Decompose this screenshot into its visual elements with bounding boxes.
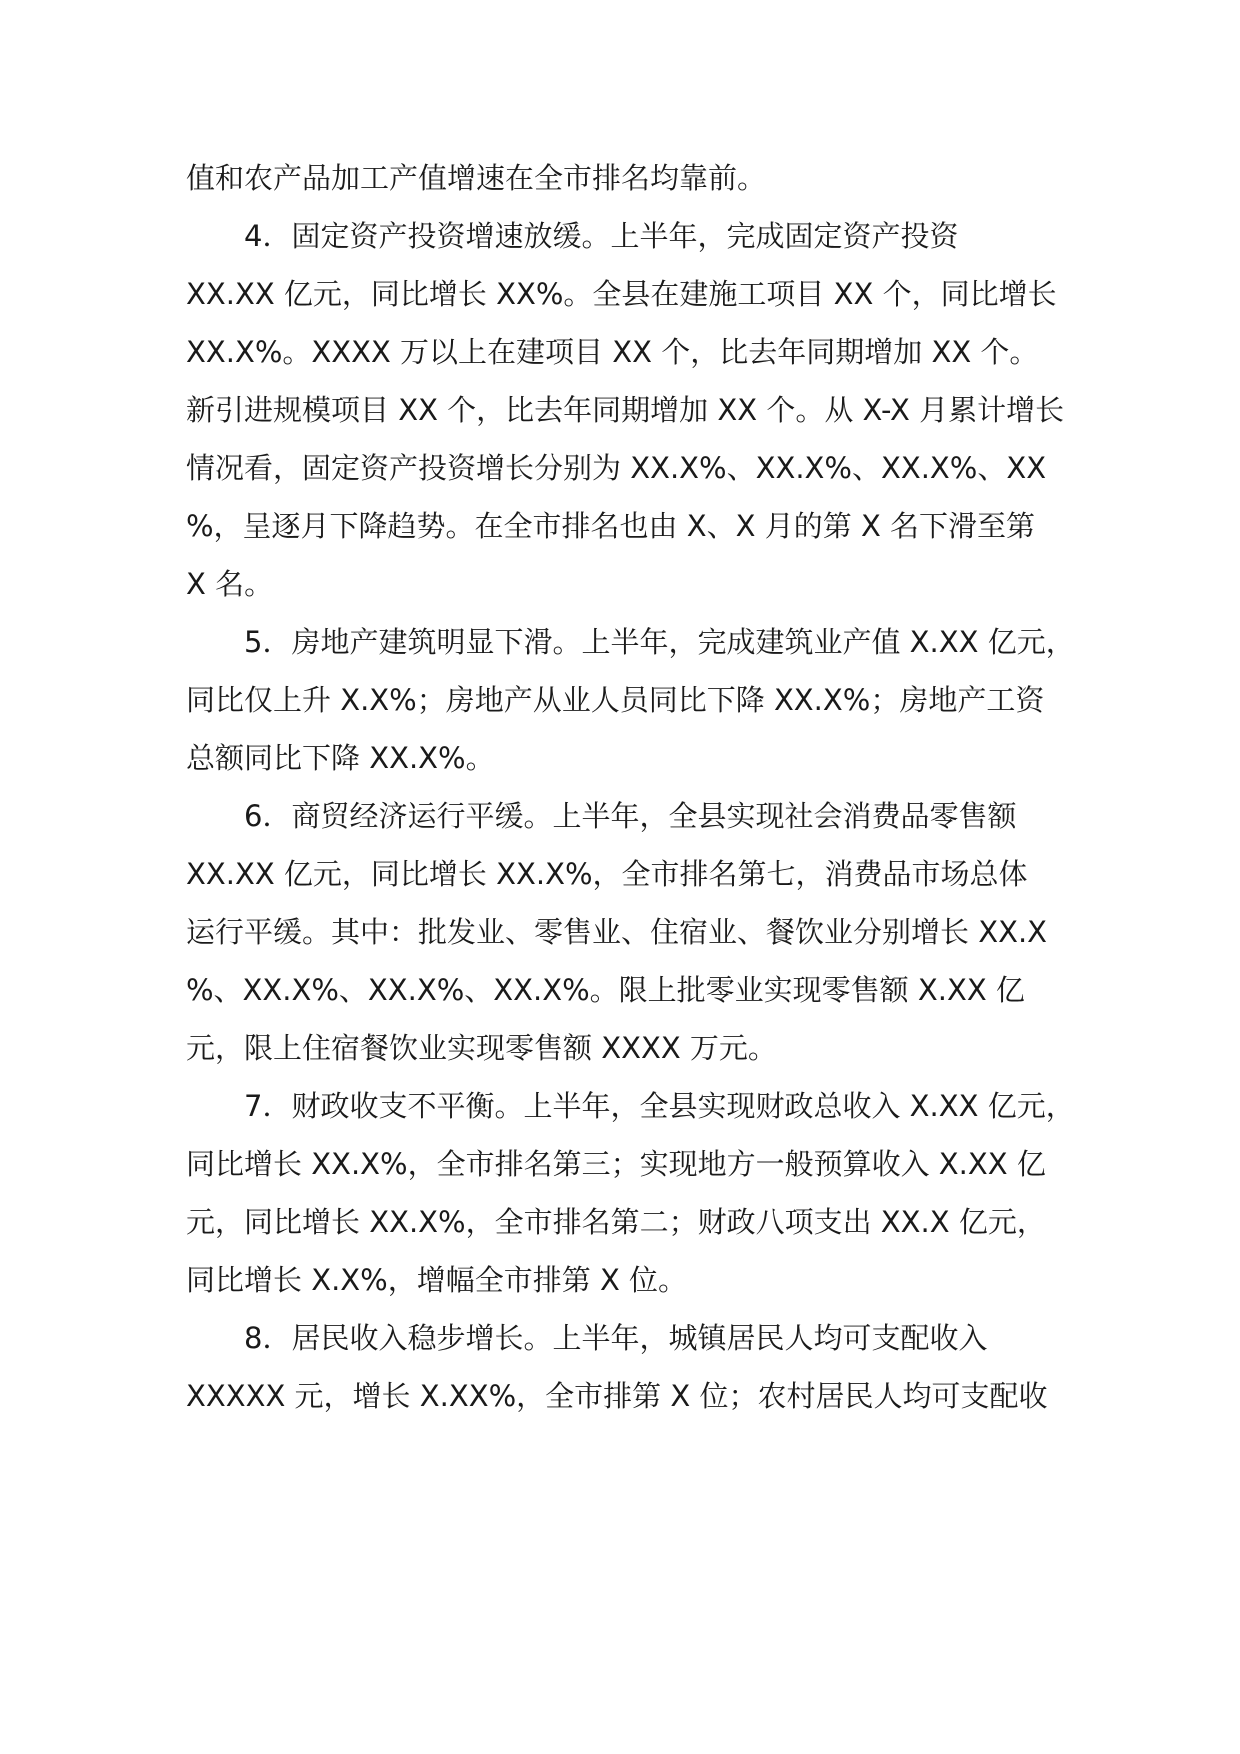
paragraph-8-start: 8．居民收入稳步增长。上半年，城镇居民人均可支配收入 (244, 1321, 988, 1355)
paragraph-7-start: 7．财政收支不平衡。上半年，全县实现财政总收入 X.XX 亿元， (244, 1089, 1075, 1123)
text-line: XX.XX 亿元，同比增长 XX.X%，全市排名第七，消费品市场总体 (186, 857, 1028, 891)
text-line: 运行平缓。其中：批发业、零售业、住宿业、餐饮业分别增长 XX.X (186, 915, 1048, 949)
text-line: %，呈逐月下降趋势。在全市排名也由 X、X 月的第 X 名下滑至第 (186, 509, 1036, 543)
text-line: 值和农产品加工产值增速在全市排名均靠前。 (186, 161, 767, 195)
text-line: 同比增长 X.X%，增幅全市排第 X 位。 (186, 1263, 688, 1297)
text-line: 元，同比增长 XX.X%，全市排名第二；财政八项支出 XX.X 亿元， (186, 1205, 1046, 1239)
text-line: 总额同比下降 XX.X%。 (186, 741, 495, 775)
paragraph-5-start: 5．房地产建筑明显下滑。上半年，完成建筑业产值 X.XX 亿元， (244, 625, 1075, 659)
text-line: XX.XX 亿元，同比增长 XX%。全县在建施工项目 XX 个，同比增长 (186, 277, 1057, 311)
paragraph-6-start: 6．商贸经济运行平缓。上半年，全县实现社会消费品零售额 (244, 799, 1017, 833)
text-line: 情况看，固定资产投资增长分别为 XX.X%、XX.X%、XX.X%、XX (186, 451, 1047, 485)
text-line: 新引进规模项目 XX 个，比去年同期增加 XX 个。从 X-X 月累计增长 (186, 393, 1065, 427)
text-line: 同比增长 XX.X%，全市排名第三；实现地方一般预算收入 X.XX 亿 (186, 1147, 1046, 1181)
text-line: XXXXX 元，增长 X.XX%，全市排第 X 位；农村居民人均可支配收 (186, 1379, 1048, 1413)
paragraph-4-start: 4．固定资产投资增速放缓。上半年，完成固定资产投资 (244, 219, 959, 253)
text-line: %、XX.X%、XX.X%、XX.X%。限上批零业实现零售额 X.XX 亿 (186, 973, 1025, 1007)
text-line: 同比仅上升 X.X%；房地产从业人员同比下降 XX.X%；房地产工资 (186, 683, 1045, 717)
text-line: 元，限上住宿餐饮业实现零售额 XXXX 万元。 (186, 1031, 777, 1065)
text-line: XX.X%。XXXX 万以上在建项目 XX 个，比去年同期增加 XX 个。 (186, 335, 1039, 369)
text-line: X 名。 (186, 567, 274, 601)
